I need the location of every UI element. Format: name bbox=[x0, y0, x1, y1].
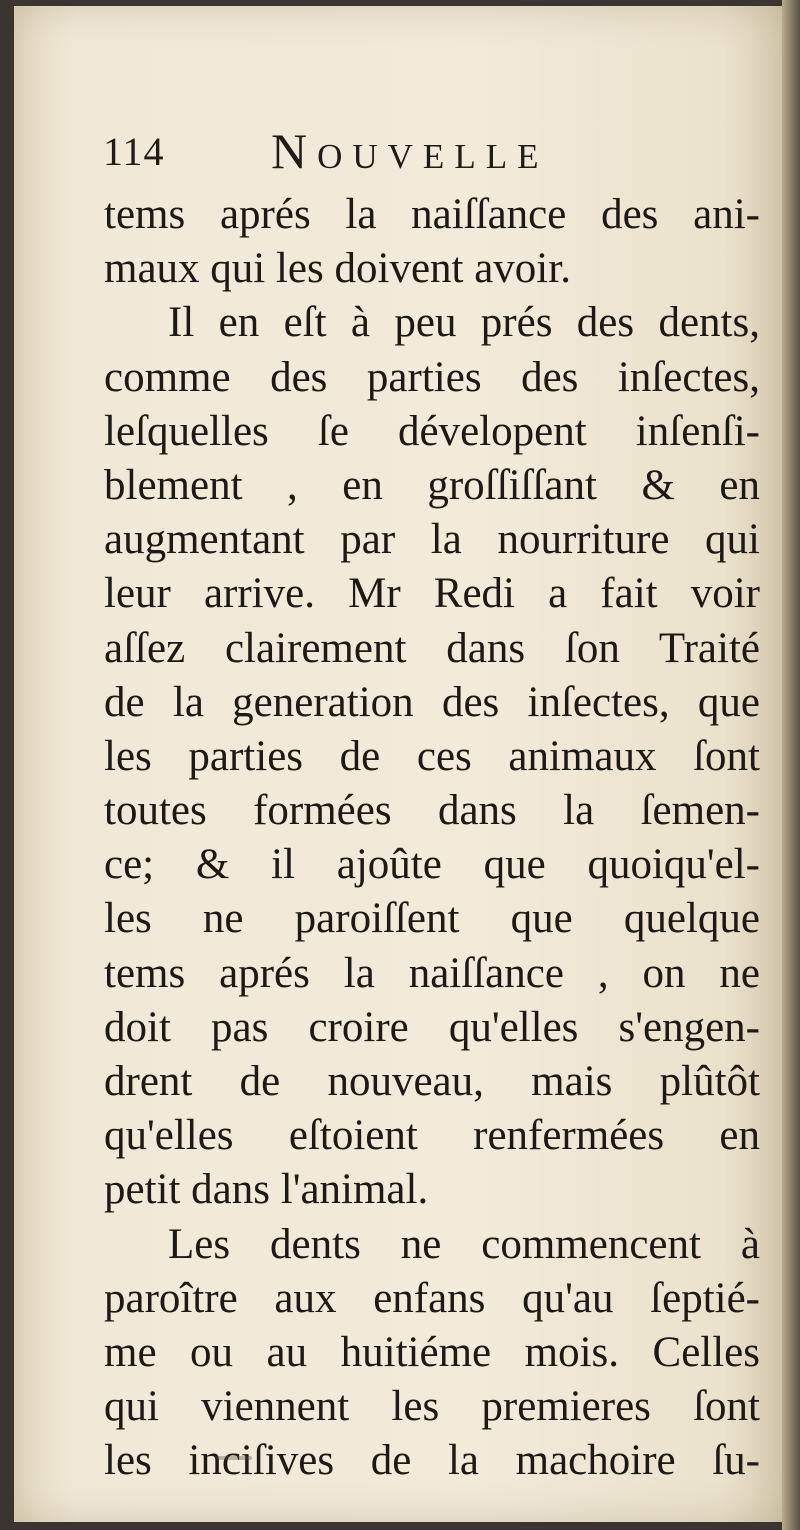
text-line: qu'elles eſtoient renfermées en bbox=[104, 1112, 760, 1160]
text-line: blement , en groſſiſſant & en bbox=[104, 461, 760, 509]
text-line: maux qui les doivent avoir. bbox=[104, 245, 571, 293]
text-line: toutes formées dans la ſemen- bbox=[104, 787, 760, 835]
text-line: ce; & il ajoûte que quoiqu'el- bbox=[104, 841, 760, 889]
text-line: qui viennent les premieres ſont bbox=[104, 1383, 760, 1431]
text-line: leſquelles ſe dévelopent inſenſi- bbox=[104, 407, 760, 455]
text-line: les parties de ces animaux ſont bbox=[104, 732, 760, 780]
text-line: tems aprés la naiſſance , on ne bbox=[104, 949, 760, 997]
page-number: 114 bbox=[103, 129, 165, 174]
text-line: me ou au huitiéme mois. Celles bbox=[104, 1328, 760, 1376]
running-head bbox=[103, 122, 673, 182]
text-line: petit dans l'animal. bbox=[104, 1166, 429, 1214]
running-head-title: Nouvelle bbox=[271, 123, 549, 179]
ink-smudge bbox=[216, 1456, 252, 1460]
page-edge-shadow bbox=[782, 0, 800, 1530]
text-line: augmentant par la nourriture qui bbox=[104, 516, 760, 564]
text-line: tems aprés la naiſſance des ani- bbox=[104, 191, 760, 238]
text-line: Les dents ne commencent à bbox=[168, 1220, 760, 1268]
text-line: comme des parties des inſectes, bbox=[104, 353, 760, 401]
text-line: Il en eſt à peu prés des dents, bbox=[168, 299, 760, 347]
text-line: de la generation des inſectes, que bbox=[104, 678, 760, 726]
text-line: leur arrive. Mr Redi a fait voir bbox=[104, 570, 760, 618]
text-line: doit pas croire qu'elles s'engen- bbox=[104, 1003, 760, 1051]
text-line: aſſez clairement dans ſon Traité bbox=[104, 624, 760, 672]
text-line: les ne paroiſſent que quelque bbox=[104, 895, 760, 943]
text-line: drent de nouveau, mais plûtôt bbox=[104, 1058, 760, 1105]
body-text bbox=[104, 188, 760, 1489]
text-line: les inciſives de la machoire ſu- bbox=[104, 1437, 760, 1485]
text-line: paroître aux enfans qu'au ſeptié- bbox=[104, 1274, 760, 1322]
